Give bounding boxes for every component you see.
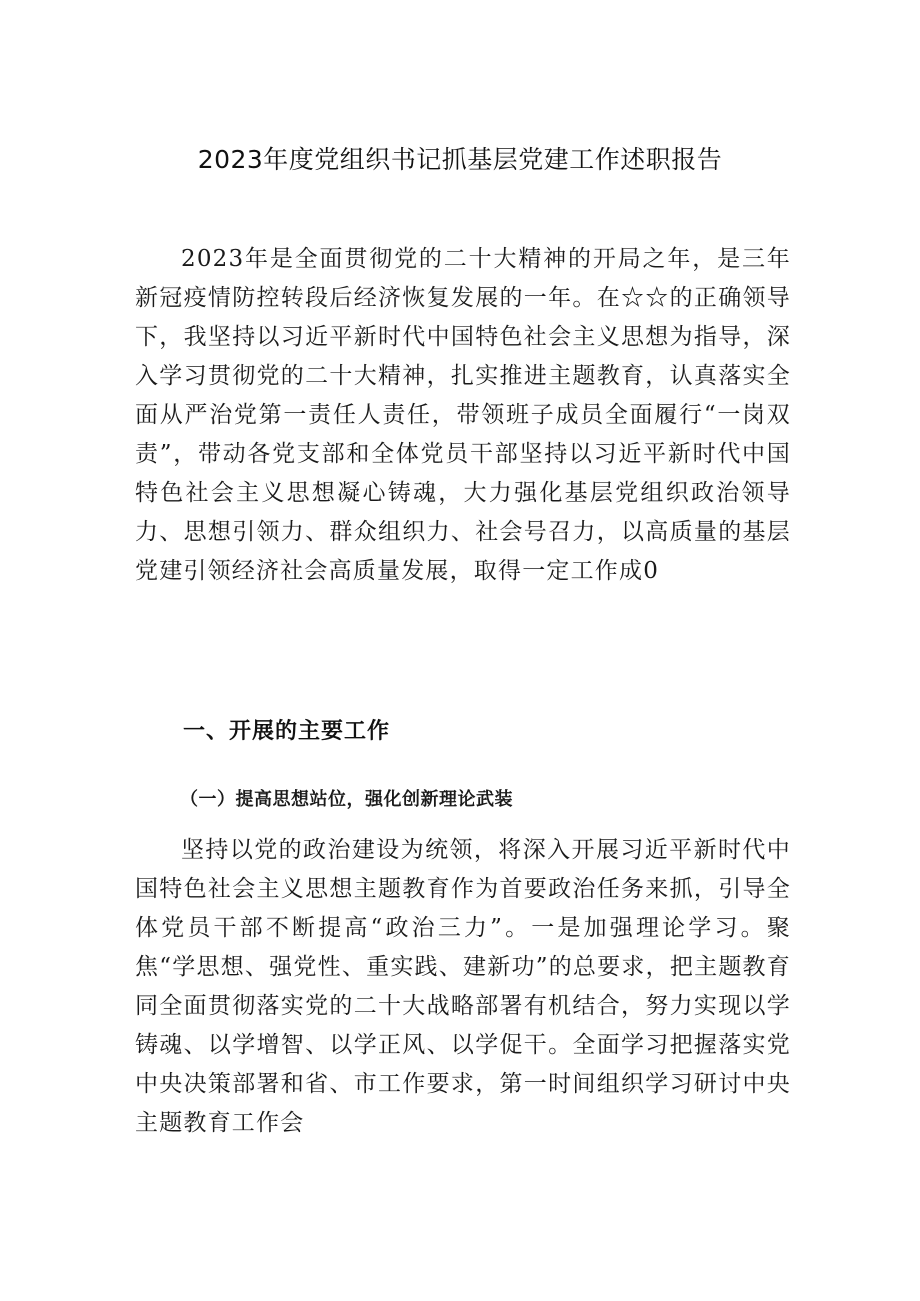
document-title: 2023年度党组织书记抓基层党建工作述职报告 — [197, 145, 723, 174]
subsection-heading-theory: （一）提高思想站位，强化创新理论武装 — [180, 789, 513, 810]
intro-paragraph: 2023年是全面贯彻党的二十大精神的开局之年，是三年新冠疫情防控转段后经济恢复发展的一年。在☆☆的正确领导下，我坚持以习近平新时代中国特色社会主义思想为指导，深入学习贯彻党的二十大精神，扎实推进主题教育，认真落实全面从严治党第一责任人责任，带领班子成员全面履行“一岗双责”，带动各党支部和全体党员干部坚持以习近平新时代中国特色社会主义思想凝心铸魂，大力强化基层党组织政治领导力、思想引领力、群众组织力、社会号召力，以高质量的基层党建引领经济社会高质量发展，取得一定工作成0 — [135, 246, 791, 584]
section-heading-main-work: 一、开展的主要工作 — [183, 719, 391, 744]
subsection-paragraph: 坚持以党的政治建设为统领，将深入开展习近平新时代中国特色社会主义思想主题教育作为首要政治任务来抓，引导全体党员干部不断提高“政治三力”。一是加强理论学习。聚焦“学思想、强党性、重实践、建新功”的总要求，把主题教育同全面贯彻落实党的二十大战略部署有机结合，努力实现以学铸魂、以学增智、以学正风、以学促干。全面学习把握落实党中央决策部署和省、市工作要求，第一时间组织学习研讨中央主题教育工作会 — [135, 837, 791, 1136]
